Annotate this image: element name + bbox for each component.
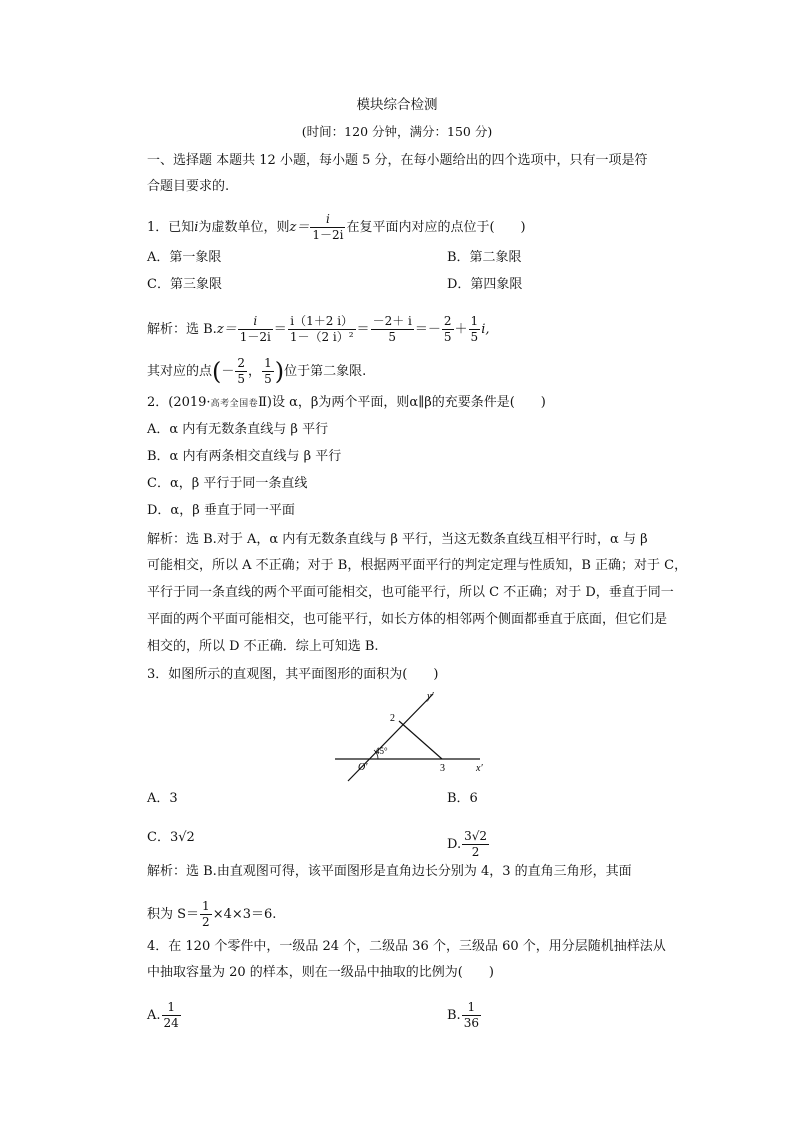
q1-option-c: C．第三象限: [147, 277, 222, 292]
q1-point-frac1-num: 2: [237, 356, 246, 370]
q3-option-a: A．3: [147, 791, 178, 806]
q1-sol-frac2-num: i（1＋2 i）: [288, 314, 356, 330]
q1-frac-den: 1－2i: [312, 228, 344, 242]
q2-solution-line1: 解析：选 B.对于 A，α 内有无数条直线与 β 平行，当这无数条直线互相平行时，α 与 β: [147, 532, 648, 547]
q1-sol-frac1: [238, 314, 273, 345]
q3-sol2-suffix: ×4×3＝6.: [212, 907, 277, 922]
q1-sol-frac2: [288, 314, 356, 345]
q1-option-b: B．第二象限: [447, 250, 522, 265]
q1-option-d: D．第四象限: [447, 277, 523, 292]
section-instructions-line2: 合题目要求的.: [147, 179, 230, 194]
q1-sol-frac4-den: 5: [443, 330, 452, 344]
q4-stem-line1: 4．在 120 个零件中，一级品 24 个，二级品 36 个，三级品 60 个，用分层随机抽样法从: [147, 939, 666, 954]
q3-sol2-prefix: 积为 S＝: [147, 907, 200, 922]
q1-sol-frac5-den: 5: [470, 330, 479, 344]
q1-point-rparen: ): [274, 357, 285, 386]
q1-sol-eq1: ＝: [273, 322, 287, 337]
q2-option-d: D．α，β 垂直于同一平面: [147, 503, 295, 518]
q2-option-b: B．α 内有两条相交直线与 β 平行: [147, 449, 342, 464]
y-axis-label: y′: [427, 691, 434, 702]
q1-solution: [147, 314, 489, 345]
q1-z: z＝: [289, 220, 310, 235]
q1-point-prefix: 其对应的点: [147, 364, 213, 379]
q1-sol-frac5: [469, 314, 481, 345]
q2-option-c: C．α，β 平行于同一条直线: [147, 476, 308, 491]
q3-sol2-num: 1: [202, 899, 210, 913]
q2-option-a: A．α 内有无数条直线与 β 平行: [147, 422, 329, 437]
q4-option-a-num: 1: [162, 1000, 181, 1016]
q4-option-a-prefix: A.: [147, 1008, 161, 1023]
q4-option-b: [447, 1000, 482, 1031]
q3-stem: 3．如图所示的直观图，其平面图形的面积为( ): [147, 667, 439, 682]
q1-sol-end: i,: [481, 322, 490, 337]
page-title: 模块综合检测: [356, 97, 438, 113]
q1-sol-frac3-den: 5: [388, 330, 397, 344]
q1-i: i: [194, 220, 199, 235]
q2-solution-line5: 相交的，所以 D 不正确．综上可知选 B.: [147, 639, 379, 654]
q2-source: 高考全国卷: [210, 399, 259, 409]
q1-point-frac2: [262, 356, 274, 387]
q1-suffix: 在复平面内对应的点位于( ): [346, 220, 526, 235]
q1-point-line: [147, 356, 366, 387]
q1-sol-prefix: 解析：选 B.: [147, 322, 217, 337]
q1-sol-frac3-num: －2＋ i: [372, 314, 412, 328]
q1-sol-frac1-num: i: [238, 314, 273, 330]
q1-point-lparen: (: [212, 357, 222, 386]
q3-option-c: C．3√2: [147, 830, 195, 845]
q1-sol-plus: ＋: [454, 322, 468, 337]
q3-sol2-den: 2: [202, 915, 210, 929]
q1-sol-frac4: [442, 314, 454, 345]
q1-sol-eq2: ＝: [356, 322, 370, 337]
point-right-label: 3: [440, 763, 445, 774]
q4-option-a-den: 24: [163, 1016, 179, 1030]
q3-option-d-den: 2: [471, 845, 480, 859]
q3-option-d-num: 3√2: [464, 829, 488, 843]
q3-sol2-frac: [200, 899, 212, 930]
point-top-label: 2: [390, 713, 395, 724]
q3-option-b: B．6: [447, 791, 478, 806]
q4-option-a-frac: [162, 1000, 181, 1031]
q1-option-a: A．第一象限: [147, 250, 222, 265]
page-subtitle: (时间：120 分钟，满分：150 分): [301, 124, 493, 139]
q1-prefix: 1．已知: [147, 220, 195, 235]
q3-option-d-frac: [462, 829, 489, 860]
q1-point-frac1: [235, 356, 247, 387]
q1-sol-z: z＝: [216, 322, 237, 337]
q4-stem-line2: 中抽取容量为 20 的样本，则在一级品中抽取的比例为( ): [147, 965, 494, 980]
q4-option-b-den: 36: [463, 1016, 479, 1030]
origin-label: O′: [358, 762, 368, 773]
q1-sol-eq3: ＝: [414, 322, 428, 337]
q1-sol-frac1-den: 1－2i: [239, 330, 271, 344]
q4-option-b-prefix: B.: [447, 1008, 461, 1023]
q4-option-b-frac: [462, 1000, 481, 1031]
section-instructions-line1: 一、选择题 本题共 12 小题，每小题 5 分，在每小题给出的四个选项中，只有一项是符: [147, 153, 648, 168]
q2-solution-line3: 平行于同一条直线的两个平面可能相交，也可能平行，所以 C 不正确；对于 D，垂直于同一: [147, 585, 674, 600]
q1-point-frac1-den: 5: [237, 372, 246, 386]
q2-stem-a: 2．(2019·: [147, 395, 211, 410]
angle-label: 45°: [375, 746, 388, 756]
q1-point-frac2-num: 1: [264, 356, 272, 370]
x-axis-label: x′: [476, 763, 483, 774]
q2-solution-line4: 平面的两个平面可能相交，也可能平行，如长方体的相邻两个侧面都垂直于底面，但它们是: [147, 612, 668, 627]
oblique-projection-figure: [330, 688, 500, 788]
q3-solution-line2: [147, 899, 276, 930]
q1-sol-minus: －: [427, 322, 441, 337]
q2-stem: [147, 394, 546, 413]
q1-sol-frac4-num: 2: [443, 314, 452, 328]
q1-mid: 为虚数单位，则: [198, 220, 290, 235]
q4-option-a: [147, 1000, 182, 1031]
q3-solution-line1: 解析：选 B.由直观图可得，该平面图形是直角边长分别为 4，3 的直角三角形，其面: [147, 864, 632, 879]
q3-option-d-prefix: D.: [447, 837, 462, 852]
q2-solution-line2: 可能相交，所以 A 不正确；对于 B，根据两平面平行的判定定理与性质知，B 正确；对于 C，: [147, 558, 688, 573]
q1-point-minus: －: [221, 364, 235, 379]
q1-sol-frac5-num: 1: [470, 314, 479, 328]
q3-option-d: [447, 829, 490, 860]
triangle-side: [399, 721, 442, 759]
q2-stem-b: Ⅱ)设 α，β为两个平面，则α∥β的充要条件是( ): [258, 395, 546, 410]
q1-point-comma: ，: [248, 364, 262, 379]
q1-point-suffix: 位于第二象限.: [284, 364, 367, 379]
q4-option-b-num: 1: [462, 1000, 481, 1016]
q1-stem: [147, 212, 526, 243]
q1-point-frac2-den: 5: [264, 372, 272, 386]
q1-sol-frac2-den: 1－（2 i）²: [289, 330, 354, 344]
q1-frac-num: i: [310, 212, 345, 228]
q1-fraction: [310, 212, 345, 243]
q1-sol-frac3: [371, 314, 414, 345]
